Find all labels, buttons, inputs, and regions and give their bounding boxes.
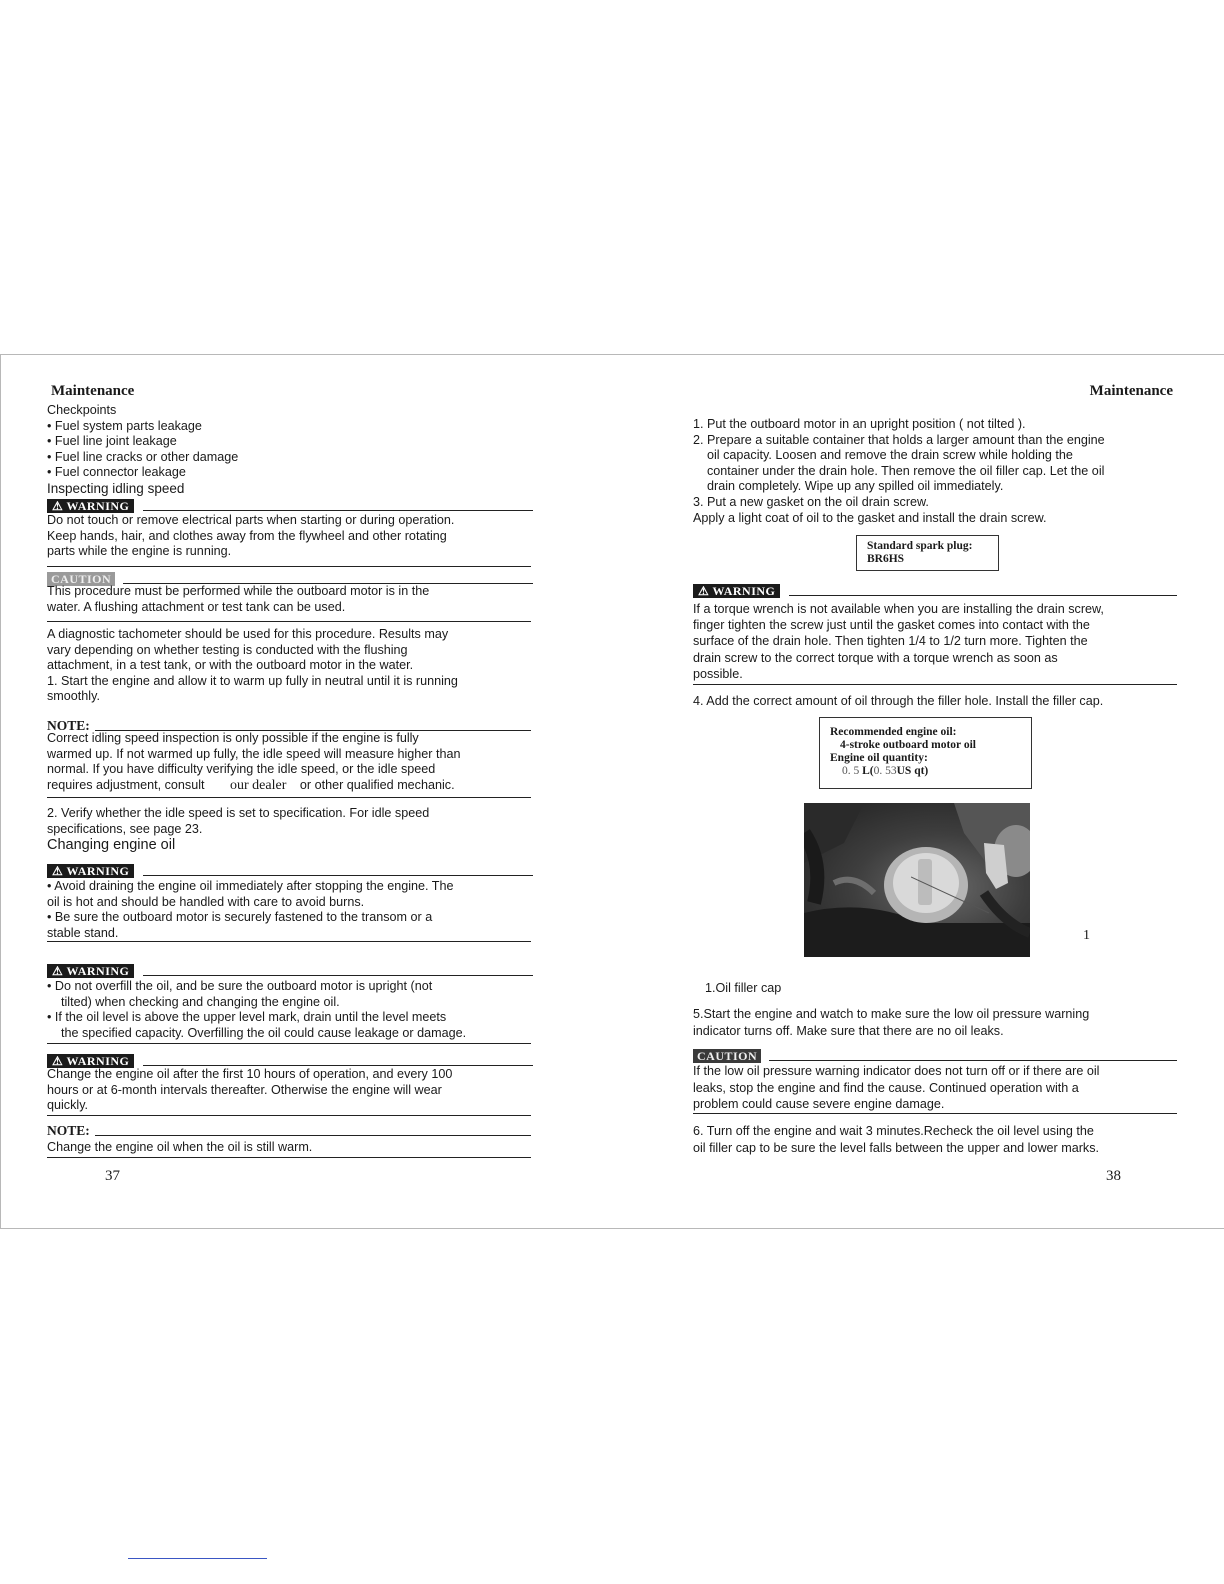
spark-plug-spec-box (856, 535, 999, 571)
note-text: Change the engine oil when the oil is still warm. (47, 1140, 313, 1154)
page-header: Maintenance (51, 383, 135, 399)
warning-line: Change the engine oil after the first 10 hours of operation, and every 100 (47, 1067, 453, 1081)
step-line: 1. Put the outboard motor in an upright position ( not tilted ). (693, 417, 1026, 431)
step-2 (47, 806, 533, 854)
warning-text (47, 513, 533, 560)
section-title-changing-oil: Changing engine oil (47, 837, 176, 854)
divider (47, 1043, 531, 1044)
caution-line: If the low oil pressure warning indicator does not turn off or if there are oil (693, 1064, 1100, 1078)
divider (47, 1157, 531, 1158)
paragraph-line: vary depending on whether testing is conducted with the flushing (47, 642, 408, 657)
left-page (47, 355, 533, 1228)
warning-badge: ⚠ WARNING (47, 1054, 134, 1068)
warning-badge: ⚠ WARNING (47, 864, 134, 878)
warning-badge: ⚠ WARNING (47, 964, 134, 978)
divider (47, 566, 531, 567)
note-label: NOTE: (47, 718, 90, 733)
paragraph-line: A diagnostic tachometer should be used for this procedure. Results may (47, 627, 449, 641)
callout-leader-line (911, 875, 1001, 945)
warning-text (47, 1067, 533, 1114)
warning-header (693, 582, 1177, 596)
caution-text (47, 584, 533, 615)
divider (769, 1060, 1177, 1061)
divider (789, 595, 1177, 596)
warning-line: drain screw to the correct torque with a torque wrench as soon as (693, 650, 1058, 665)
warning-badge: ⚠ WARNING (693, 584, 780, 598)
dealer-text: our dealer (230, 777, 287, 793)
warning-line: the specified capacity. Overfilling the oil could cause leakage or damage. (61, 1025, 467, 1040)
warning-line: • Do not overfill the oil, and be sure the outboard motor is upright (not (47, 979, 433, 993)
callout-number: 1 (1083, 928, 1090, 943)
page-number: 37 (105, 1168, 120, 1184)
warning-text (693, 601, 1183, 682)
page-number: 38 (1106, 1168, 1121, 1184)
warning-line: finger tighten the screw just until the gasket comes into contact with the (693, 618, 1090, 633)
step-line: Apply a light coat of oil to the gasket and install the drain screw. (693, 510, 1047, 525)
step-line: 2. Prepare a suitable container that holds a larger amount than the engine (693, 432, 1105, 447)
divider (143, 975, 533, 976)
page-header: Maintenance (1089, 383, 1173, 399)
caution-line: water. A flushing attachment or test tank can be used. (47, 599, 346, 614)
divider (47, 797, 531, 798)
warning-line: hours or at 6-month intervals thereafter. Otherwise the engine will wear (47, 1082, 442, 1097)
caution-badge: CAUTION (693, 1049, 761, 1063)
spec-value: 4-stroke outboard motor oil (840, 739, 976, 751)
spec-value: 0. 5 L(0. 53US qt) (842, 765, 929, 777)
step-line: 1. Start the engine and allow it to warm up fully in neutral until it is running (47, 673, 458, 688)
spec-label: Standard spark plug: (867, 540, 973, 552)
step-line: oil capacity. Loosen and remove the drain screw while holding the (707, 448, 1073, 463)
warning-line: quickly. (47, 1098, 89, 1113)
step-line: container under the drain hole. Then remove the oil filler cap. Let the oil (707, 463, 1105, 478)
step-line: 3. Put a new gasket on the oil drain screw. (693, 494, 929, 509)
warning-header (47, 497, 533, 511)
warning-line: oil is hot and should be handled with care to avoid burns. (47, 894, 365, 909)
warning-line: possible. (693, 666, 743, 681)
warning-badge: ⚠ WARNING (47, 499, 134, 513)
caution-line: This procedure must be performed while the outboard motor is in the (47, 584, 430, 598)
diagnostic-paragraph (47, 627, 533, 705)
checkpoint-item: • Fuel system parts leakage (47, 418, 202, 433)
warning-line: tilted) when checking and changing the engine oil. (61, 994, 340, 1009)
warning-line: • Avoid draining the engine oil immediately after stopping the engine. The (47, 879, 454, 893)
step-5 (693, 1006, 1183, 1039)
step-6 (693, 1123, 1183, 1156)
caution-line: leaks, stop the engine and find the cause. Continued operation with a (693, 1080, 1079, 1095)
spec-label: Recommended engine oil: (830, 726, 957, 738)
checkpoints-title: Checkpoints (47, 403, 117, 417)
divider (47, 621, 531, 622)
note-line: warmed up. If not warmed up fully, the idle speed will measure higher than (47, 746, 461, 761)
caution-text (693, 1063, 1183, 1113)
note-line: requires adjustment, consult our dealer or other qualified mechanic. (47, 777, 455, 793)
checkpoint-item: • Fuel line joint leakage (47, 434, 177, 449)
spec-label: Engine oil quantity: (830, 752, 928, 764)
step-line: specifications, see page 23. (47, 821, 203, 836)
caution-line: problem could cause severe engine damage. (693, 1097, 945, 1111)
divider (47, 1115, 531, 1116)
warning-line: • Be sure the outboard motor is securely fastened to the transom or a (47, 910, 433, 925)
divider (95, 1135, 531, 1136)
note-header (47, 1122, 533, 1138)
checkpoint-item: • Fuel line cracks or other damage (47, 449, 239, 464)
step-line: oil filler cap to be sure the level falls between the upper and lower marks. (693, 1140, 1100, 1155)
checkpoint-item: • Fuel connector leakage (47, 465, 186, 480)
divider (47, 941, 531, 942)
warning-line: • If the oil level is above the upper level mark, drain until the level meets (47, 1010, 447, 1025)
step-4: 4. Add the correct amount of oil through the filler hole. Install the filler cap. (693, 694, 1104, 708)
caution-header (47, 570, 533, 584)
warning-header (47, 962, 533, 976)
spec-value: BR6HS (867, 553, 905, 565)
warning-line: If a torque wrench is not available when you are installing the drain screw, (693, 602, 1104, 616)
warning-header (47, 1052, 533, 1066)
note-text (47, 731, 533, 793)
engine-oil-spec-box (819, 717, 1032, 789)
divider (143, 510, 533, 511)
divider (693, 684, 1177, 685)
step-line: 5.Start the engine and watch to make sure the low oil pressure warning (693, 1007, 1090, 1021)
divider (693, 1113, 1177, 1114)
note-line: normal. If you have difficulty verifying the idle speed, or the idle speed (47, 762, 436, 777)
divider (143, 875, 533, 876)
warning-line: stable stand. (47, 925, 119, 940)
warning-text (47, 979, 533, 1041)
warning-line: Do not touch or remove electrical parts when starting or during operation. (47, 513, 455, 527)
warning-line: parts while the engine is running. (47, 544, 232, 559)
step-line: drain completely. Wipe up any spilled oil immediately. (707, 479, 1004, 494)
warning-line: surface of the drain hole. Then tighten 1/4 to 1/2 turn more. Tighten the (693, 634, 1088, 649)
right-page (693, 355, 1189, 1228)
warning-text (47, 879, 533, 941)
step-line: 2. Verify whether the idle speed is set to specification. For idle speed (47, 806, 430, 820)
checkpoints-section (47, 403, 533, 497)
step-line: 6. Turn off the engine and wait 3 minutes.Recheck the oil level using the (693, 1124, 1094, 1138)
caution-badge: CAUTION (47, 572, 115, 586)
steps-1-3 (693, 417, 1183, 526)
manual-spread (0, 354, 1224, 1229)
note-line: Correct idling speed inspection is only possible if the engine is fully (47, 731, 419, 745)
photo-caption: 1.Oil filler cap (705, 981, 782, 995)
divider (143, 1065, 533, 1066)
link-underline (128, 1558, 267, 1559)
warning-header (47, 862, 533, 876)
step-line: indicator turns off. Make sure that there are no oil leaks. (693, 1023, 1004, 1038)
paragraph-line: attachment, in a test tank, or with the outboard motor in the water. (47, 658, 414, 673)
section-title-idling: Inspecting idling speed (47, 480, 185, 496)
step-line: smoothly. (47, 689, 100, 704)
caution-header (693, 1047, 1177, 1061)
warning-line: Keep hands, hair, and clothes away from the flywheel and other rotating (47, 528, 447, 543)
note-label: NOTE: (47, 1123, 90, 1138)
